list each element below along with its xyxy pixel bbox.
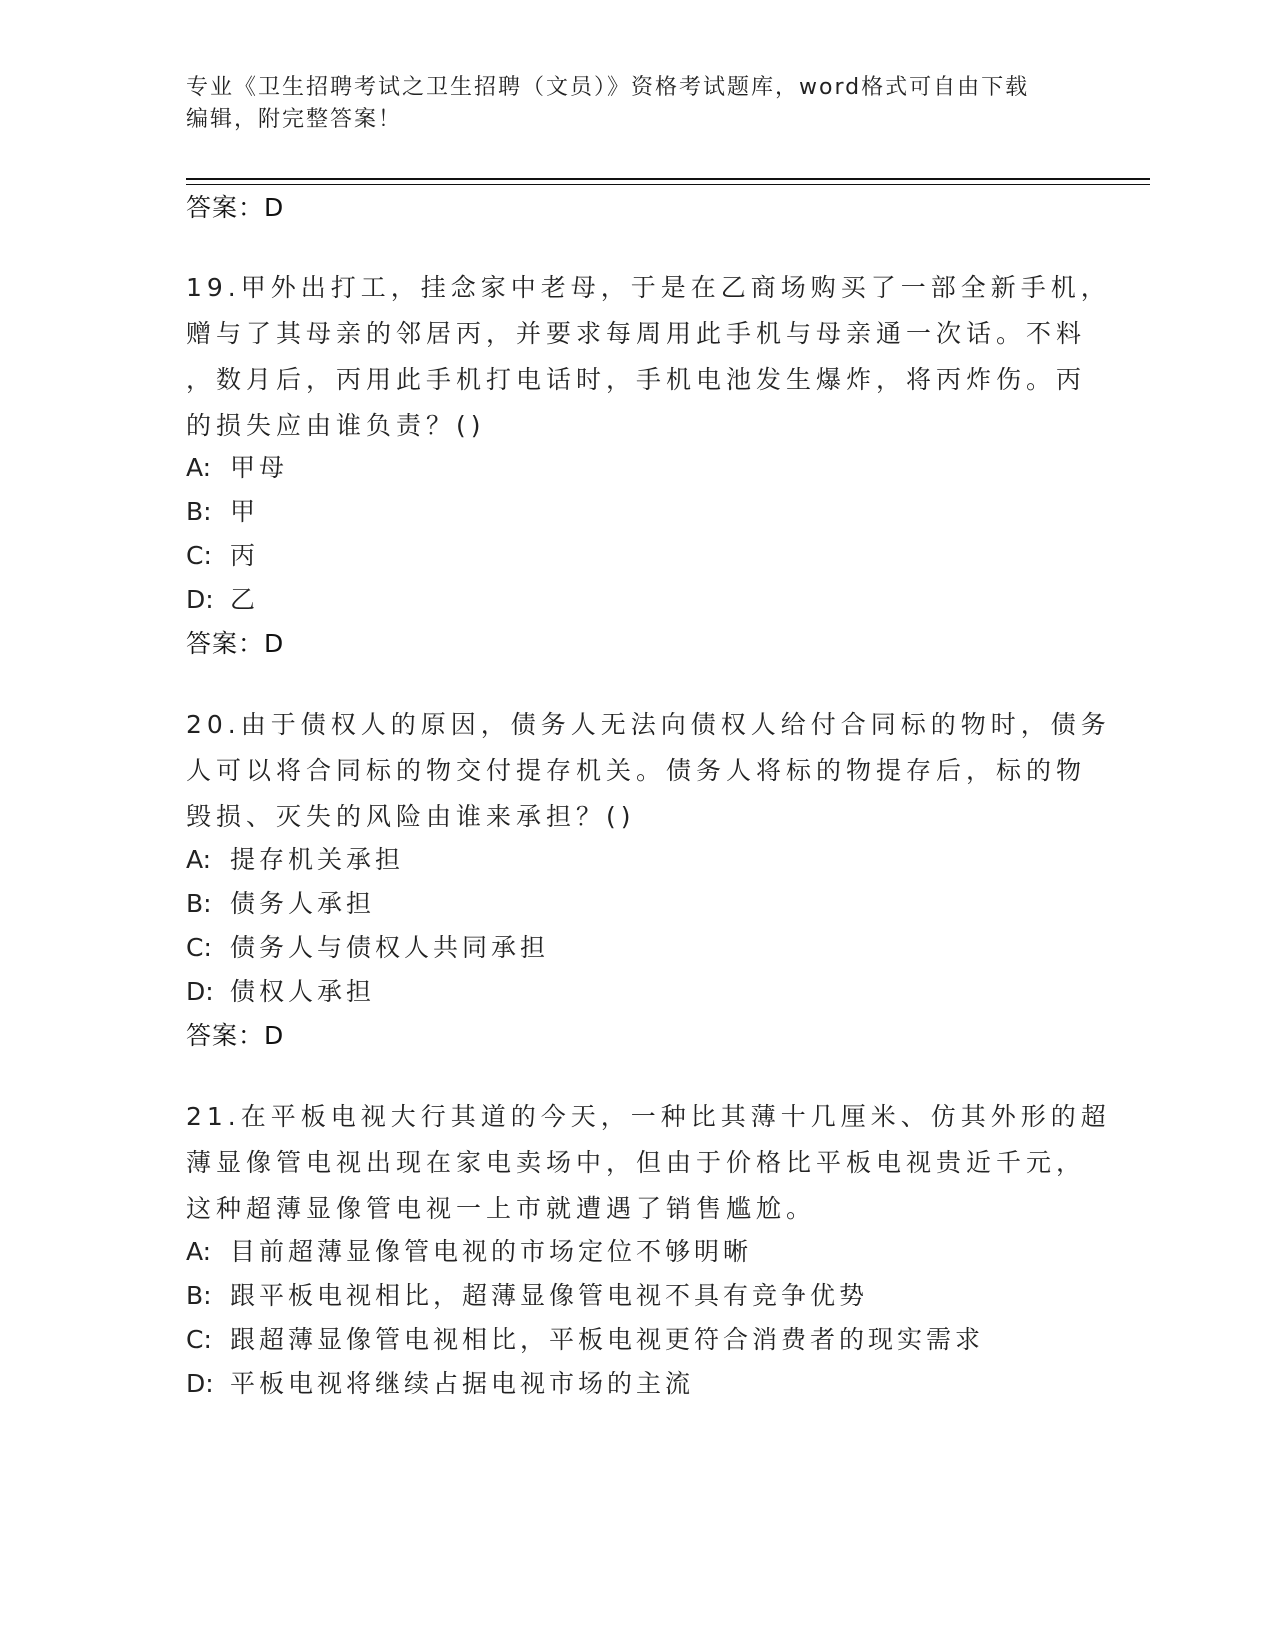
option-letter: D: (186, 585, 214, 614)
question-21-option-d (186, 1364, 694, 1400)
stem-line: 薄显像管电视出现在家电卖场中，但由于价格比平板电视贵近千元， (186, 1148, 1087, 1177)
option-text: 跟平板电视相比，超薄显像管电视不具有竞争优势 (230, 1281, 869, 1310)
option-letter: A: (186, 453, 212, 482)
question-20-option-d (186, 972, 375, 1008)
option-letter: A: (186, 1237, 212, 1266)
header-divider (186, 178, 1150, 180)
question-19-option-a (186, 448, 288, 484)
question-20-stem (186, 702, 1111, 840)
option-text: 跟超薄显像管电视相比，平板电视更符合消费者的现实需求 (230, 1325, 985, 1354)
stem-line: ，数月后，丙用此手机打电话时，手机电池发生爆炸，将丙炸伤。丙 (186, 365, 1087, 394)
stem-line: 这种超薄显像管电视一上市就遭遇了销售尴尬。 (186, 1194, 817, 1223)
option-letter: B: (186, 497, 212, 526)
question-19-option-b (186, 492, 259, 528)
stem-line: 20.由于债权人的原因，债务人无法向债权人给付合同标的物时，债务 (186, 710, 1111, 739)
option-text: 乙 (230, 585, 260, 614)
stem-line: 21.在平板电视大行其道的今天，一种比其薄十几厘米、仿其外形的超 (186, 1102, 1111, 1131)
question-20-option-c (186, 928, 549, 964)
header-line-2: 编辑，附完整答案！ (186, 107, 403, 132)
question-19-option-d (186, 580, 259, 616)
option-letter: A: (186, 845, 212, 874)
header-divider-thin (186, 184, 1150, 185)
stem-line: 人可以将合同标的物交付提存机关。债务人将标的物提存后，标的物 (186, 756, 1087, 785)
stem-line: 的损失应由谁负责？() (186, 411, 486, 440)
option-text: 目前超薄显像管电视的市场定位不够明晰 (230, 1237, 753, 1266)
question-20-answer: 答案：D (186, 1021, 285, 1050)
stem-line: 赠与了其母亲的邻居丙，并要求每周用此手机与母亲通一次话。不料 (186, 319, 1087, 348)
question-21-option-b (186, 1276, 868, 1312)
option-text: 债务人与债权人共同承担 (230, 933, 550, 962)
question-19-option-c (186, 536, 259, 572)
option-text: 丙 (230, 541, 260, 570)
option-text: 平板电视将继续占据电视市场的主流 (230, 1369, 695, 1398)
question-20-option-b (186, 884, 375, 920)
stem-line: 19.甲外出打工，挂念家中老母，于是在乙商场购买了一部全新手机， (186, 273, 1111, 302)
question-19-answer: 答案：D (186, 629, 285, 658)
answer-label: 答案：D (186, 193, 285, 222)
option-text: 债务人承担 (230, 889, 376, 918)
option-letter: D: (186, 977, 214, 1006)
question-19-stem (186, 265, 1111, 449)
option-letter: D: (186, 1369, 214, 1398)
question-20-option-a (186, 840, 404, 876)
option-letter: C: (186, 933, 212, 962)
option-text: 甲 (230, 497, 260, 526)
option-text: 债权人承担 (230, 977, 376, 1006)
option-text: 甲母 (230, 453, 289, 482)
question-21-stem (186, 1094, 1111, 1232)
option-letter: C: (186, 541, 212, 570)
document-header (186, 72, 1066, 136)
question-21-option-a (186, 1232, 752, 1268)
header-line-1: 专业《卫生招聘考试之卫生招聘（文员）》资格考试题库，word格式可自由下载 (186, 75, 1030, 100)
question-21-option-c (186, 1320, 984, 1356)
option-letter: C: (186, 1325, 212, 1354)
option-letter: B: (186, 889, 212, 918)
option-text: 提存机关承担 (230, 845, 405, 874)
option-letter: B: (186, 1281, 212, 1310)
stem-line: 毁损、灭失的风险由谁来承担？() (186, 802, 636, 831)
